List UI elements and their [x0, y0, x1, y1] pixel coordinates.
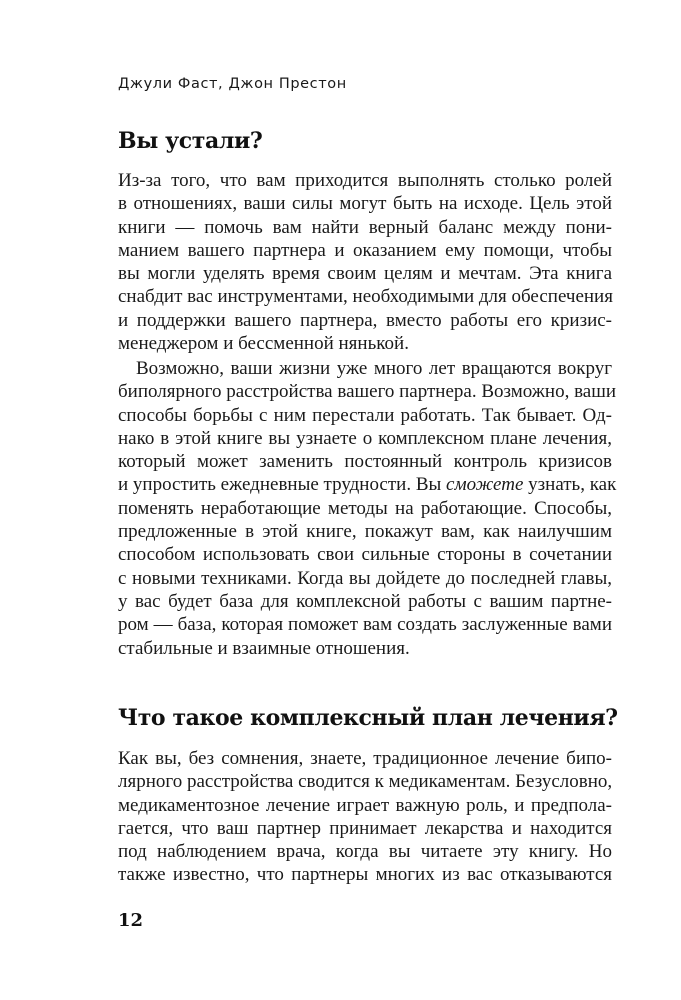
text-line: снабдит вас инструментами, необходимыми для обеспечения [118, 286, 613, 308]
text-line-mixed [118, 473, 617, 496]
text-line: ром — база, которая поможет вам создать заслуженные вами [118, 614, 612, 636]
text-line: и поддержки вашего партнера, вместо работы его кризис- [118, 309, 612, 331]
text-line: Как вы, без сомнения, знаете, традиционное лечение бипо- [118, 748, 612, 769]
section-heading-tired: Вы устали? [118, 128, 263, 154]
text-line: лярного расстройства сводится к медикаментам. Безусловно, [118, 771, 613, 793]
text-line: также известно, что партнеры многих из вас отказываются [118, 864, 612, 886]
text-line: нако в этой книге вы узнаете о комплексном плане лечения, [118, 427, 612, 449]
text-line: менеджером и бессменной нянькой. [118, 333, 409, 355]
text-segment: узнать, как [528, 474, 617, 496]
text-line: с новыми техниками. Когда вы дойдете до последней главы, [118, 567, 612, 589]
text-line: поменять неработающие методы на работающие. Способы, [118, 497, 612, 519]
text-line: способы борьбы с ним перестали работать. Так бывает. Од- [118, 404, 612, 426]
text-line: предложенные в этой книге, покажут вам, как наилучшим [118, 521, 612, 543]
text-line: стабильные и взаимные отношения. [118, 637, 410, 659]
text-line: в отношениях, ваши силы могут быть на исходе. Цель этой [118, 193, 612, 215]
text-line: под наблюдением врача, когда вы читаете эту книгу. Но [118, 841, 612, 863]
text-line: биполярного расстройства вашего партнера. Возможно, ваши [118, 381, 617, 403]
text-line: Из-за того, что вам приходится выполнять столько ролей [118, 170, 612, 191]
text-line: гается, что ваш партнер принимает лекарства и находится [118, 817, 612, 839]
paragraph-bipolar-life [118, 357, 617, 660]
text-line: у вас будет база для комплексной работы с вашим партне- [118, 590, 612, 612]
paragraph-roles [118, 169, 612, 355]
running-head-authors: Джули Фаст, Джон Престон [118, 76, 347, 92]
section-heading-treatment-plan: Что такое комплексный план лечения? [118, 705, 618, 731]
paragraph-traditional-treatment [118, 747, 612, 887]
text-line: который может заменить постоянный контроль кризисов [118, 451, 612, 473]
text-segment: и упростить ежедневные трудности. Вы [118, 474, 442, 496]
text-line: способом использовать свои сильные стороны в сочетании [118, 544, 612, 566]
text-line: манием вашего партнера и оказанием ему помощи, чтобы [118, 239, 612, 261]
emphasis-text: сможете [446, 474, 524, 496]
text-line: Возможно, ваши жизни уже много лет вращаются вокруг [136, 358, 612, 379]
text-line: вы могли уделять время своим целям и мечтам. Эта книга [118, 263, 612, 285]
page-number: 12 [118, 910, 144, 931]
text-line: медикаментозное лечение играет важную роль, и предпола- [118, 794, 612, 816]
text-line: книги — помочь вам найти верный баланс между пони- [118, 216, 612, 238]
